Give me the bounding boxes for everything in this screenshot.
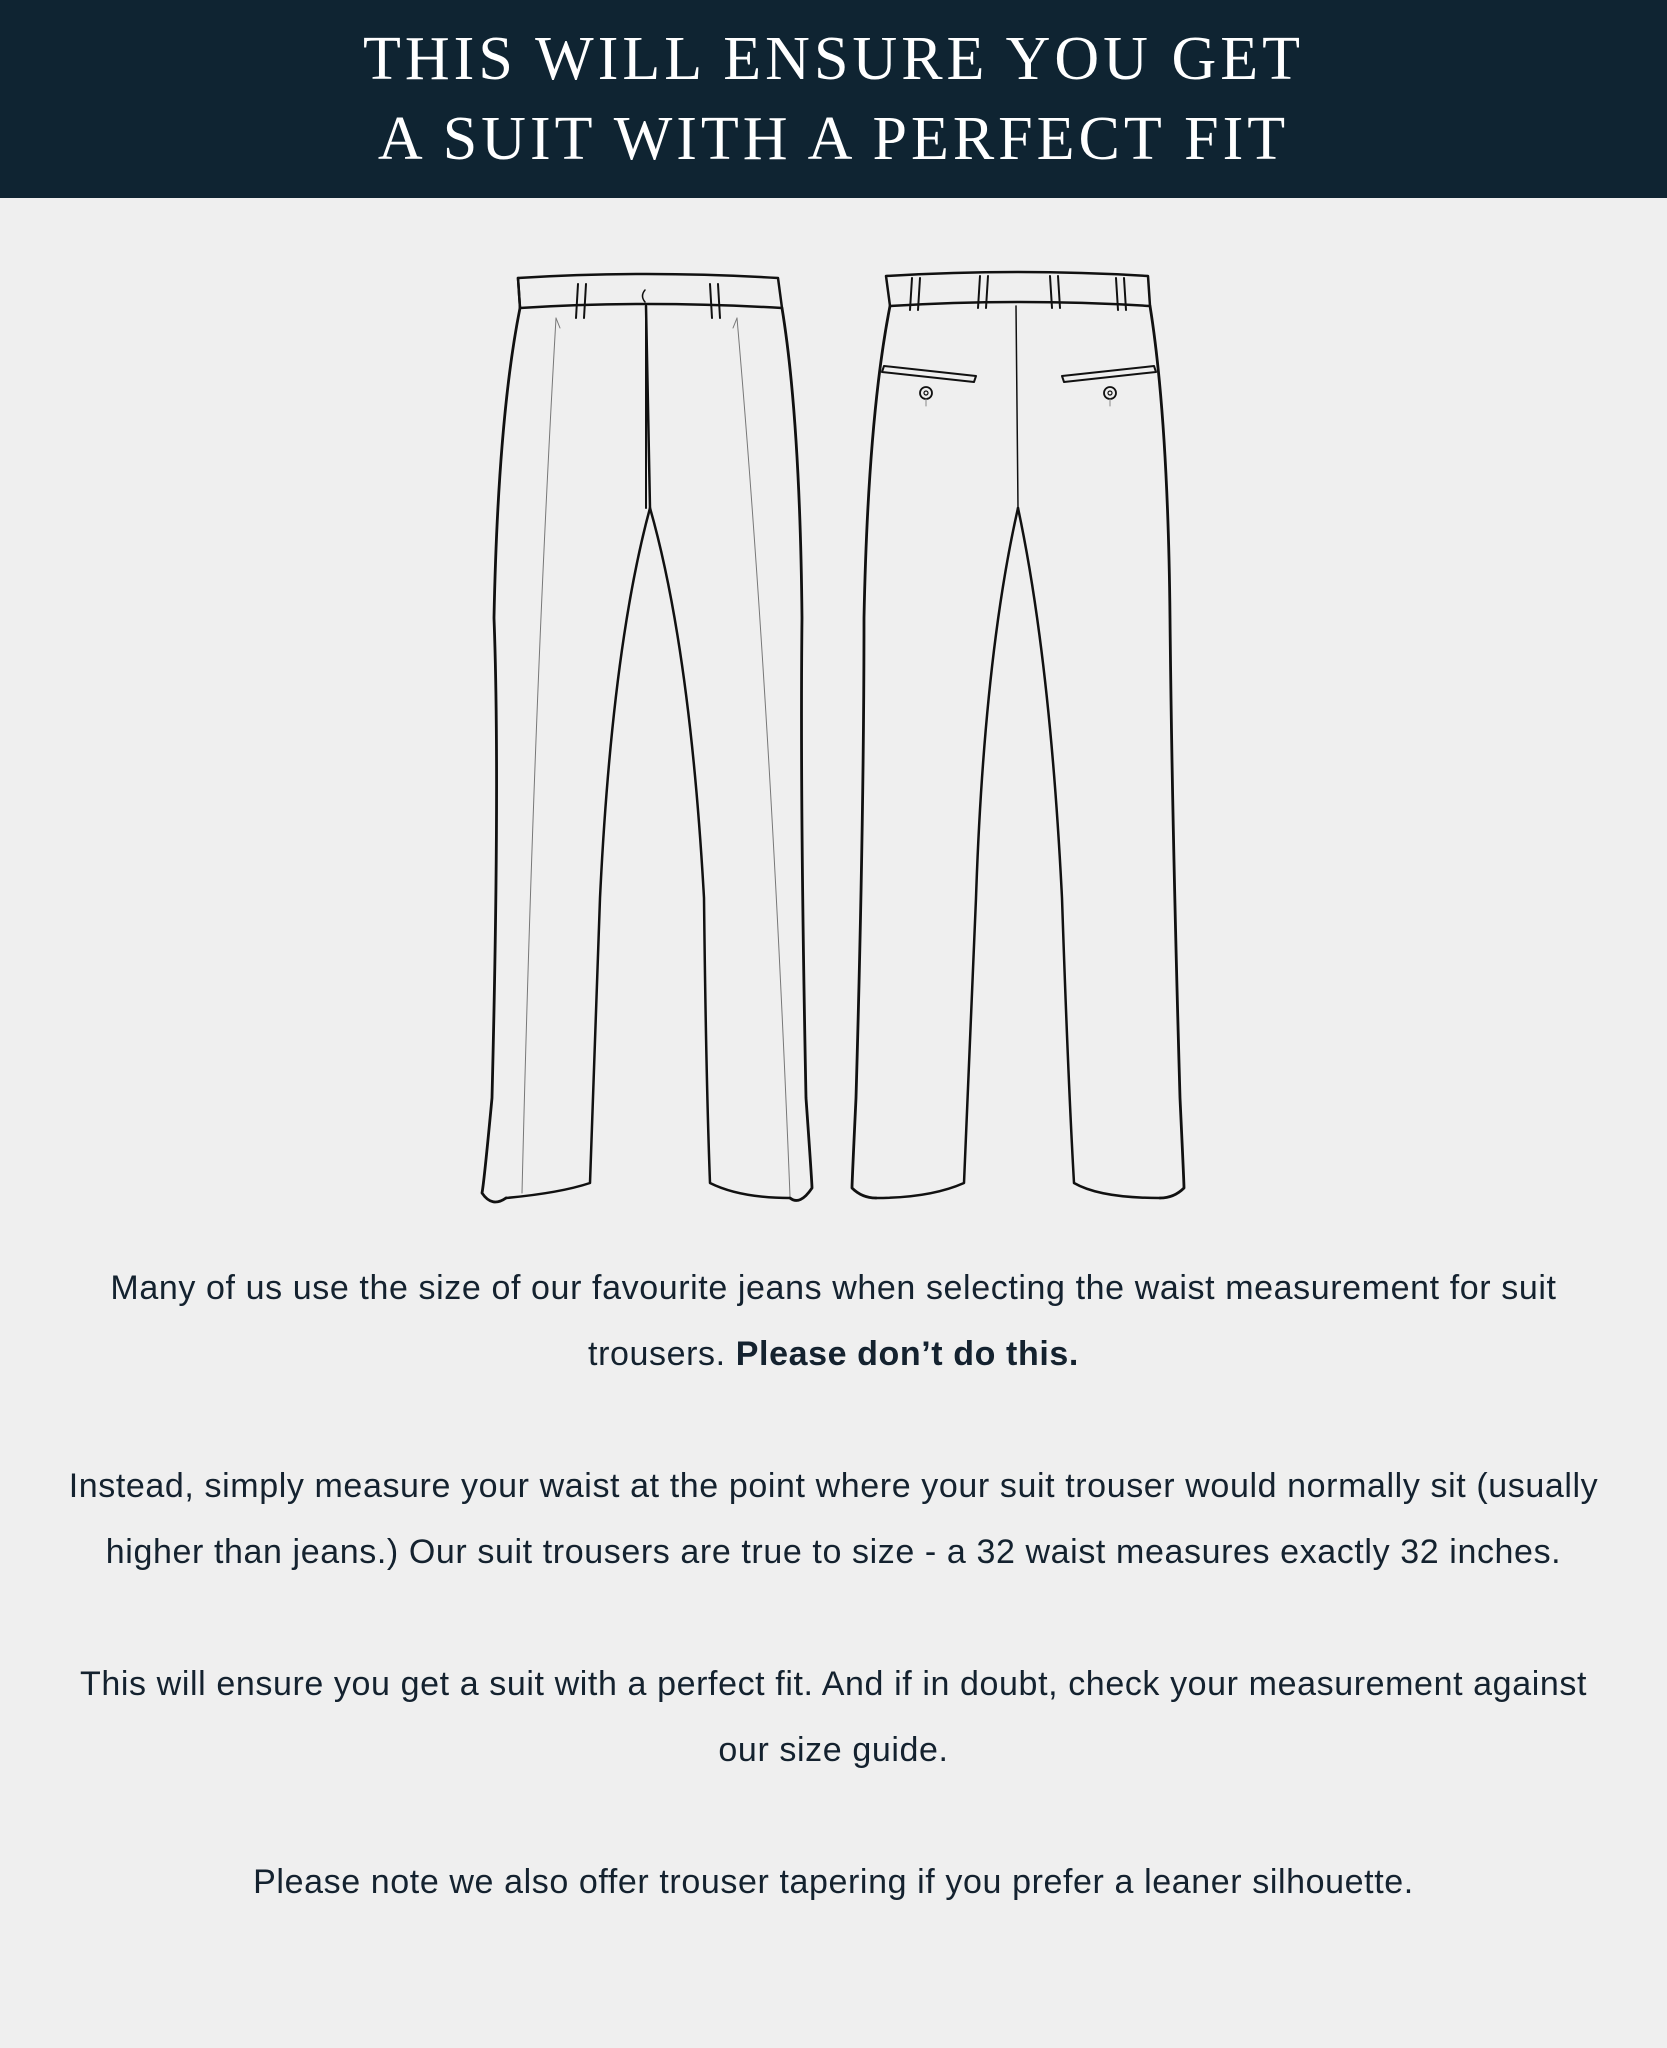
header-title-line2: A SUIT WITH A PERFECT FIT [377, 105, 1290, 173]
paragraph-measure-waist: Instead, simply measure your waist at the point where your suit trouser would normally sit (usually higher than jeans.) Our suit trousers are true to size - a 32 waist measures exactly 32 inches. [68, 1467, 1599, 1571]
header-banner [0, 0, 1667, 198]
trousers-back-icon [852, 272, 1184, 1198]
header-title-line1: THIS WILL ENSURE YOU GET [363, 25, 1304, 93]
body-copy [60, 1255, 1607, 1981]
paragraph-perfect-fit: This will ensure you get a suit with a perfect fit. And if in doubt, check your measurement against our size guide. [79, 1665, 1588, 1769]
paragraph-jeans-size-text: Many of us use the size of our favourite jeans when selecting the waist measurement for suit trousers. [110, 1269, 1557, 1373]
paragraph-jeans-size [60, 1255, 1607, 1387]
trousers-front-icon [482, 274, 812, 1202]
paragraph-jeans-size-emphasis: Please don’t do this. [735, 1335, 1079, 1373]
trousers-illustration [0, 198, 1667, 1208]
paragraph-tapering: Please note we also offer trouser tapering if you prefer a leaner silhouette. [253, 1863, 1414, 1901]
